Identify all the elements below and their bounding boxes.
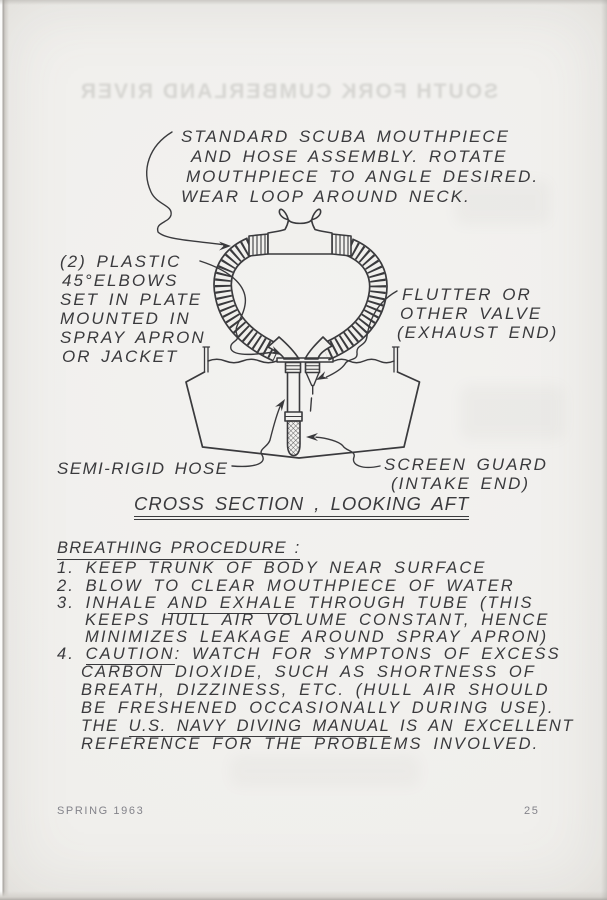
leader-semi-rigid-hose [232,405,281,467]
screen-guard-label-line: (INTAKE END) [391,474,531,493]
elbows-label-line: SET IN PLATE [60,290,203,309]
procedure-line: REFERENCE FOR THE PROBLEMS INVOLVED. [81,735,540,753]
elbows-label-line: SPRAY APRON [60,328,206,347]
semi-rigid-hose-label: SEMI-RIGID HOSE [57,459,229,478]
procedure-line [57,646,561,663]
procedure-line: CARBON DIOXIDE, SUCH AS SHORTNESS OF [81,663,536,681]
coaming-right [393,347,400,372]
bleedthrough-title: SOUTH FORK CUMBERLAND RIVER [78,80,498,103]
procedure-text: IS AN EXCELLENT [389,717,574,735]
bite-tab-left [279,209,288,221]
procedure-line: 1. KEEP TRUNK OF BODY NEAR SURFACE [57,559,487,577]
procedure-underlined-text: CAUTION [85,645,175,663]
mouthpiece-label-line: AND HOSE ASSEMBLY. ROTATE [191,147,508,166]
coaming-left [203,347,210,372]
mouthpiece-label-line: MOUTHPIECE TO ANGLE DESIRED. [186,167,540,186]
semi-rigid-hose [288,373,300,413]
bite-tab-right [312,209,321,221]
flutter-valve-label-line: OTHER VALVE [400,304,543,323]
diagram-caption: CROSS SECTION , LOOKING AFT [134,495,469,520]
footer-page-number: 25 [524,805,540,817]
footer-issue-date: SPRING 1963 [57,805,145,817]
elbows-label-line: (2) PLASTIC [60,252,182,271]
mounting-plate [277,358,333,362]
procedure-line: MINIMIZES LEAKAGE AROUND SPRAY APRON) [85,628,549,646]
spray-apron-deck [208,359,277,362]
arrowhead [275,399,285,411]
procedure-line: BE FRESHENED OCCASIONALLY DURING USE). [81,699,555,717]
procedure-line: BREATH, DIZZINESS, ETC. (HULL AIR SHOULD [81,681,550,699]
procedure-line [57,595,534,612]
procedure-text: 3. INHALE [57,594,168,612]
flutter-valve-label-line: (EXHAUST END) [397,323,559,342]
procedure-text: THROUGH TUBE (THIS [297,594,534,612]
screen-guard [288,421,301,456]
procedure-text: THE [81,717,129,735]
flutter-valve-label-line: FLUTTER OR [402,285,532,304]
page-edge-top [0,0,607,5]
procedure-heading [57,540,300,557]
screen-guard-label-line: SCREEN GUARD [384,455,548,474]
mouthpiece-label-line: WEAR LOOP AROUND NECK. [181,187,471,206]
flutter-valve [306,373,319,412]
elbows-label-line: MOUNTED IN [60,309,191,328]
procedure-line: KEEPS HULL AIR VOLUME CONSTANT, HENCE [85,611,550,629]
page-edge-right [601,0,607,900]
elbows-label-line: 45°ELBOWS [62,271,179,290]
procedure-text: : WATCH FOR SYMPTONS OF EXCESS [174,645,561,663]
elbows-label-line: OR JACKET [62,347,179,366]
procedure-heading-text: BREATHING PROCEDURE : [57,539,300,560]
procedure-line: 2. BLOW TO CLEAR MOUTHPIECE OF WATER [57,577,515,595]
mouthpiece-label-line: STANDARD SCUBA MOUTHPIECE [181,127,510,146]
procedure-line [81,718,574,735]
procedure-text: 4. [57,645,86,663]
page-edge-left [0,0,9,900]
procedure-underlined-text: U.S. NAVY DIVING MANUAL [128,717,390,735]
procedure-underlined-text: AND EXHALE [167,594,298,612]
mouthpiece [268,220,332,254]
page-edge-bottom [0,891,607,900]
